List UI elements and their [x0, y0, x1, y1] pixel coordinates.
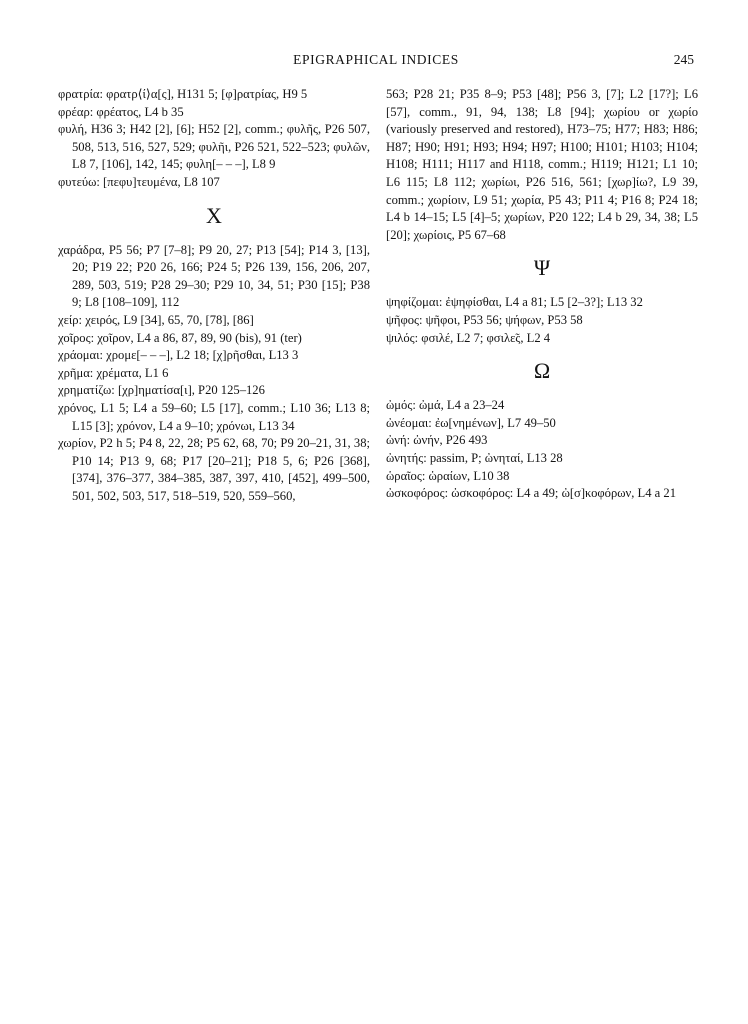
section-letter-chi: X	[206, 202, 222, 228]
index-entry: φυλή, H36 3; H42 [2], [6]; H52 [2], comm.; φυλῆς, P26 507, 508, 513, 516, 527, 529; φυλῆι, P26 521, 522–523; φυλῶν, L8 7, [106], 142, 145; φυλη[– – –], L8 9	[58, 122, 370, 172]
section-letter-omega: Ω	[533, 358, 551, 384]
index-entry: χαράδρα, P5 56; P7 [7–8]; P9 20, 27; P13 [54]; P14 3, [13], 20; P19 22; P20 26, 166; P24 5; P26 139, 156, 206, 207, 289, 503, 519; P28 29–30; P29 10, 34, 51; P30 [15]; P38 9; L8 [108–109], 112	[58, 242, 370, 310]
index-entry: χείρ: χειρός, L9 [34], 65, 70, [78], [86]	[58, 312, 254, 327]
index-entry: ὠνή: ὠνήν, P26 493	[386, 433, 488, 448]
index-entry: φυτεύω: [πεφυ]τευμένα, L8 107	[58, 174, 220, 189]
index-entry: χρηματίζω: [χρ]ηματίσα[ι], P20 125–126	[58, 383, 265, 398]
index-entry: ὡραῖος: ὡραίων, L10 38	[386, 468, 510, 483]
index-entry: φρέαρ: φρέατος, L4 b 35	[58, 104, 184, 119]
index-entry: ὠσκοφόρος: ὠσκοφόρος: L4 a 49; ὠ[σ]κοφόρων, L4 a 21	[386, 486, 677, 501]
index-entry: ψιλός: φσιλέ, L2 7; φσιλε̃ς, L2 4	[386, 330, 551, 345]
index-entry: χωρίον, P2 h 5; P4 8, 22, 28; P5 62, 68, 70; P9 20–21, 31, 38; P10 14; P13 9, 68; P17 [20–21]; P18 5, 6; P26 [368], [374], 376–377, 384–385, 387, 397, 410, [452], 499–500, 501, 502, 503, 517, 518–519, 520, 559–560,	[58, 436, 370, 503]
index-entry: ὠνέομαι: ἐω[νημένων], L7 49–50	[386, 415, 556, 430]
index-entry: ψηφίζομαι: ἐψηφίσθαι, L4 a 81; L5 [2–3?]; L13 32	[386, 295, 643, 310]
index-entry: χρῆμα: χρέματα, L1 6	[58, 365, 169, 380]
section-letter-psi: Ψ	[533, 255, 551, 281]
index-entry: φρατρία: φρατρ⟨ί⟩α[ς], H131 5; [φ]ρατρίας, H9 5	[58, 87, 308, 101]
right-column	[386, 86, 698, 503]
page-number: 245	[673, 52, 694, 67]
index-entry: ψῆφος: ψῆφοι, P53 56; ψήφων, P53 58	[386, 312, 583, 327]
index-entry: χράομαι: χρομε[– – –], L2 18; [χ]ρῆσθαι, L13 3	[58, 348, 299, 363]
index-entry: χρόνος, L1 5; L4 a 59–60; L5 [17], comm.; L10 36; L13 8; L15 [3]; χρόνον, L4 a 9–10; χρόνωι, L13 34	[58, 400, 370, 433]
page-header	[58, 52, 694, 72]
index-entry: ὠνητής: passim, P; ὠνηταί, L13 28	[386, 450, 563, 465]
entry-continuation: 563; P28 21; P35 8–9; P53 [48]; P56 3, [7]; L2 [17?]; L6 [57], comm., 91, 94, 138; L8 [94]; χωρίου or χωρίο (variously preserved and restored), H73–75; H77; H83; H86; H87; H90; H91; H93; H94; H97; H100; H101; H103; H104; H108; H111; H117 and H118, comm.; H119; H121; L1 10; L6 115; L8 112; χωρίωι, P26 516, 561; [χωρ]ίω?, L9 39, comm.; χωρίοιν, L9 51; χωρία, P5 43; P11 4; P16 8; P24 18; L4 b 14–15; L5 [4]–5; χωρίων, P20 122; L4 b 29, 34, 38; L5 [20]; χωρίοις, P5 67–68	[386, 87, 698, 242]
index-entry: ὠμός: ὠμά, L4 a 23–24	[386, 398, 505, 413]
running-head: EPIGRAPHICAL INDICES	[293, 52, 459, 67]
left-column	[58, 86, 370, 505]
index-entry: χοῖρος: χοῖρον, L4 a 86, 87, 89, 90 (bis), 91 (ter)	[58, 330, 302, 345]
